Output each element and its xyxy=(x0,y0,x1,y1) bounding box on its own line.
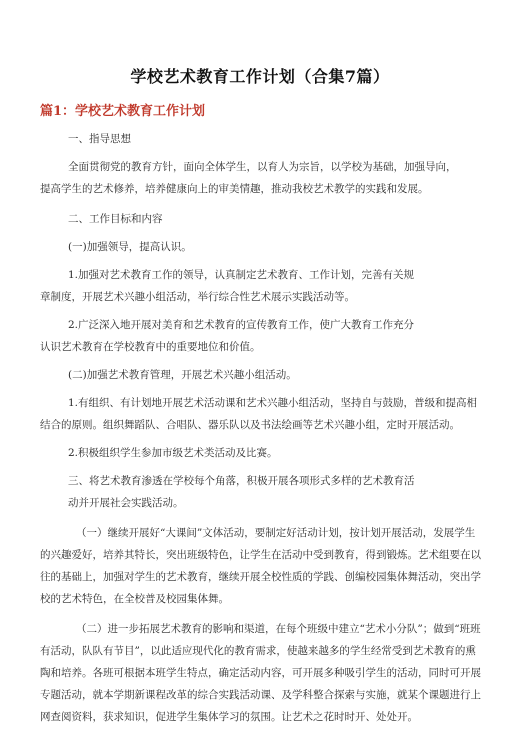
paragraph-line: 动并开展社会实践活动。 xyxy=(68,497,184,509)
paragraph-line: （二）进一步拓展艺术教育的影响和渠道，在每个班级中建立“艺术小分队”；做到“班班 xyxy=(76,623,481,635)
subsection-heading: (一)加强领导，提高认识。 xyxy=(68,241,192,253)
paragraph-line: 2.积极组织学生参加市级艺术类活动及比赛。 xyxy=(68,447,278,459)
paragraph-line: 网查阅资料，获求知识，促进学生集体学习的氛围。让艺术之花时时开、处处开。 xyxy=(40,711,418,723)
paragraph-line: 陶和培养。各班可根据本班学生特点，确定活动内容，可开展多种吸引学生的活动，同时可开展 xyxy=(40,667,481,679)
paragraph-line: 专题活动，就本学期新课程改革的综合实践活动课、及学科整合探索与实施，就某个课题进行上 xyxy=(40,689,481,701)
paragraph-line: 的兴趣爱好，培养其特长，突出班级特色，让学生在活动中受到教育，得到锻炼。艺术组要在以 xyxy=(40,549,481,561)
paragraph-line: 1.加强对艺术教育工作的领导，认真制定艺术教育、工作计划，完善有关规 xyxy=(68,269,415,281)
section-heading-3: 三、将艺术教育渗透在学校每个角落，积极开展各项形式多样的艺术教育活 xyxy=(68,475,415,487)
paragraph-line: 2.广泛深入地开展对美育和艺术教育的宣传教育工作，使广大教育工作充分 xyxy=(68,319,415,331)
chapter-heading: 篇1：学校艺术教育工作计划 xyxy=(40,104,206,119)
paragraph-line: 往的基础上，加强对学生的艺术教育，继续开展全校性质的学践、创编校园集体舞活动，突出学 xyxy=(40,571,481,583)
subsection-heading: (二)加强艺术教育管理，开展艺术兴趣小组活动。 xyxy=(68,369,297,381)
paragraph-line: （一）继续开展好“大课间”文体活动，要制定好活动计划，按计划开展活动，发展学生 xyxy=(76,527,476,539)
paragraph-line: 提高学生的艺术修养，培养健康向上的审美情趣，推动我校艺术教学的实践和发展。 xyxy=(40,183,429,195)
page-title: 学校艺术教育工作计划（合集7篇） xyxy=(130,67,390,86)
paragraph-line: 有活动，队队有节目”，以此适应现代化的教育需求，使越来越多的学生经常受到艺术教育的熏 xyxy=(40,645,476,657)
paragraph-line: 章制度，开展艺术兴趣小组活动，举行综合性艺术展示实践活动等。 xyxy=(40,291,355,303)
paragraph-line: 1.有组织、有计划地开展艺术活动课和艺术兴趣小组活动，坚持自与鼓励，普级和提高相 xyxy=(68,397,478,409)
paragraph-line: 校的艺术特色，在全校普及校园集体舞。 xyxy=(40,593,229,605)
paragraph-line: 全面贯彻党的教育方针，面向全体学生，以育人为宗旨，以学校为基础，加强导向， xyxy=(68,161,457,173)
section-heading-2: 二、工作目标和内容 xyxy=(68,213,163,225)
paragraph-line: 认识艺术教育在学校教育中的重要地位和价值。 xyxy=(40,341,261,353)
paragraph-line: 结合的原则。组织舞蹈队、合唱队、器乐队以及书法绘画等艺术兴趣小组，定时开展活动。 xyxy=(40,419,460,431)
section-heading-1: 一、指导思想 xyxy=(68,133,131,145)
